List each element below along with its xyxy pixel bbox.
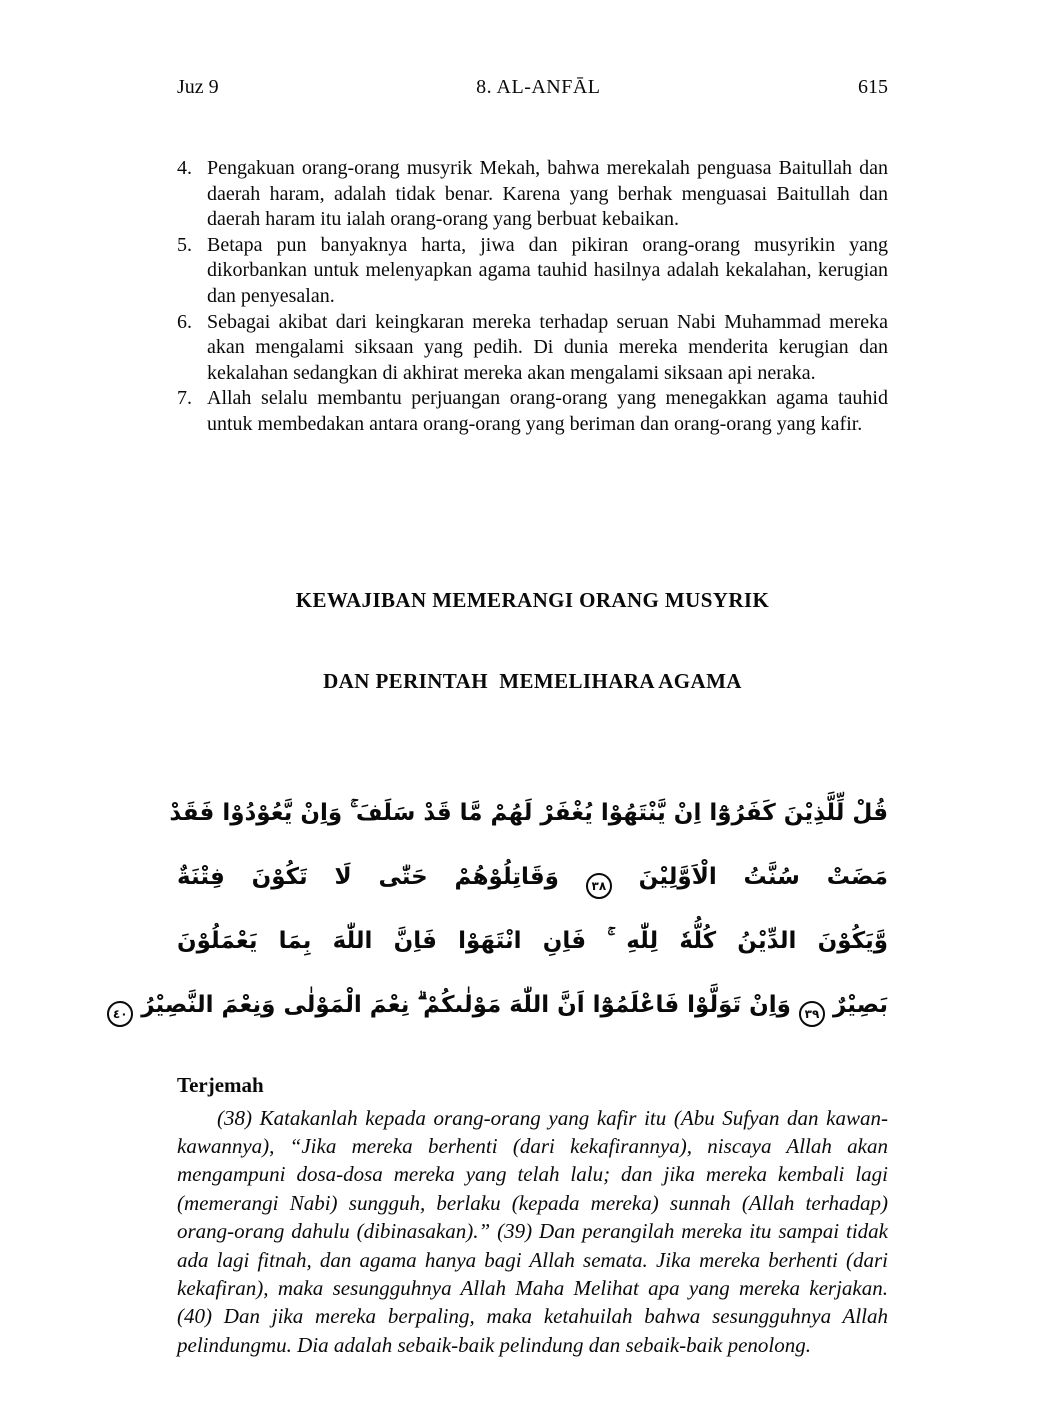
- juz-label: Juz 9: [177, 76, 219, 98]
- arabic-text-segment: مَضَتْ سُنَّتُ الْاَوَّلِيْنَ: [638, 863, 888, 890]
- summary-item-6: [177, 310, 888, 387]
- summary-list: [177, 156, 888, 438]
- summary-item-4: [177, 156, 888, 233]
- surah-title: 8. AL-ANFĀL: [476, 76, 601, 98]
- arabic-line-2: [177, 845, 888, 909]
- summary-item-number: 5.: [177, 233, 192, 256]
- summary-item-number: 7.: [177, 387, 192, 410]
- ayah-end-marker: ٣٩: [799, 1001, 825, 1027]
- arabic-text-segment: قُلْ لِّلَّذِيْنَ كَفَرُوْٓا اِنْ يَّنْتَهُوْا يُغْفَرْ لَهُمْ مَّا قَدْ سَلَفَ ۚ وَاِنْ يَّعُوْدُوْا فَقَدْ: [169, 799, 888, 826]
- summary-item-text: Pengakuan orang-orang musyrik Mekah, bahwa merekalah penguasa Baitullah dan daerah haram, adalah tidak benar. Karena yang berhak menguasai Baitullah dan daerah haram itu ialah orang-orang yang berbuat kebaikan.: [207, 157, 888, 231]
- section-heading: [177, 533, 888, 749]
- arabic-line-3: [177, 909, 888, 973]
- page-header: [177, 0, 888, 98]
- terjemah-body: (38) Katakanlah kepada orang-orang yang kafir itu (Abu Sufyan dan kawan-kawannya), “Jika mereka berhenti (dari kekafirannya), niscaya Allah akan mengampuni dosa-dosa mereka yang telah lalu; dan jika mereka kembali lagi (memerangi Nabi) sungguh, berlaku (kepada mereka) sunnah (Allah terhadap) orang-orang dahulu (dibinasakan).” (39) Dan perangilah mereka itu sampai tidak ada lagi fitnah, dan agama hanya bagi Allah semata. Jika mereka berhenti (dari kekafiran), maka sesungguhnya Allah Maha Melihat apa yang mereka kerjakan. (40) Dan jika mereka berpaling, maka ketahuilah bahwa sesungguhnya Allah pelindungmu. Dia adalah sebaik-baik pelindung dan sebaik-baik penolong.: [177, 1105, 888, 1357]
- arabic-text-segment: وَّيَكُوْنَ الدِّيْنُ كُلُّهٗ لِلّٰهِ ۚ فَاِنِ انْتَهَوْا فَاِنَّ اللّٰهَ بِمَا يَعْمَلُوْنَ: [177, 927, 888, 954]
- arabic-line-4: [112, 973, 888, 1037]
- arabic-text-segment: وَقَاتِلُوْهُمْ حَتّٰى لَا تَكُوْنَ فِتْنَةٌ: [177, 863, 559, 890]
- summary-item-5: [177, 233, 888, 310]
- ayah-end-marker: ٤٠: [107, 1001, 133, 1027]
- summary-item-text: Betapa pun banyaknya harta, jiwa dan pikiran orang-orang musyrikin yang dikorbankan untuk melenyapkan agama tauhid hasilnya adalah kekalahan, kerugian dan penyesalan.: [207, 233, 888, 307]
- arabic-verses: [112, 781, 888, 1037]
- summary-item-text: Sebagai akibat dari keingkaran mereka terhadap seruan Nabi Muhammad mereka akan mengalami siksaan yang pedih. Di dunia mereka menderita kerugian dan kekalahan sedangkan di akhirat mereka akan mengalami siksaan api neraka.: [207, 310, 888, 384]
- page-number: 615: [858, 76, 888, 98]
- summary-item-number: 4.: [177, 157, 192, 179]
- section-heading-line1: KEWAJIBAN MEMERANGI ORANG MUSYRIK: [295, 587, 770, 612]
- arabic-line-1: [169, 781, 888, 845]
- summary-item-number: 6.: [177, 310, 192, 333]
- arabic-text-segment: بَصِيْرٌ: [833, 991, 888, 1018]
- section-heading-line2: DAN PERINTAH MEMELIHARA AGAMA: [323, 668, 742, 693]
- summary-item-text: Allah selalu membantu perjuangan orang-orang yang menegakkan agama tauhid untuk membedakan antara orang-orang yang beriman dan orang-orang yang kafir.: [207, 387, 888, 435]
- ayah-end-marker: ٣٨: [586, 873, 612, 899]
- terjemah-heading: Terjemah: [177, 1072, 264, 1097]
- summary-item-7: [177, 386, 888, 437]
- arabic-text-segment: وَاِنْ تَوَلَّوْا فَاعْلَمُوْٓا اَنَّ اللّٰهَ مَوْلٰىكُمْ ۗ نِعْمَ الْمَوْلٰى وَنِعْمَ النَّصِيْرُ: [141, 991, 791, 1018]
